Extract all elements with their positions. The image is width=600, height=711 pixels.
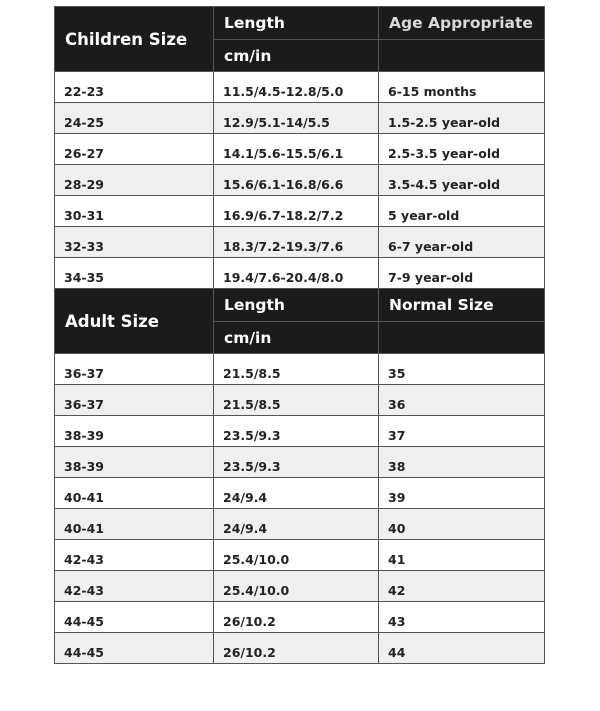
table-row xyxy=(55,72,545,103)
table-row xyxy=(55,354,545,385)
age-cell: 6-15 months xyxy=(379,72,545,103)
table-row xyxy=(55,447,545,478)
table-row xyxy=(55,258,545,289)
size-cell: 34-35 xyxy=(55,258,214,289)
length-cell: 26/10.2 xyxy=(214,602,379,633)
age-cell: 1.5-2.5 year-old xyxy=(379,103,545,134)
children-size-section xyxy=(55,7,545,289)
adult-unit-header: cm/in xyxy=(214,322,379,354)
normal-size-cell: 36 xyxy=(379,385,545,416)
normal-size-cell: 40 xyxy=(379,509,545,540)
adult-size-section xyxy=(55,289,545,664)
table-row xyxy=(55,385,545,416)
size-cell: 42-43 xyxy=(55,540,214,571)
adult-size-header: Adult Size xyxy=(55,289,214,354)
length-cell: 19.4/7.6-20.4/8.0 xyxy=(214,258,379,289)
age-cell: 3.5-4.5 year-old xyxy=(379,165,545,196)
table-row xyxy=(55,478,545,509)
length-cell: 21.5/8.5 xyxy=(214,354,379,385)
length-cell: 23.5/9.3 xyxy=(214,416,379,447)
age-cell: 7-9 year-old xyxy=(379,258,545,289)
table-row xyxy=(55,602,545,633)
length-cell: 15.6/6.1-16.8/6.6 xyxy=(214,165,379,196)
table-row xyxy=(55,134,545,165)
normal-size-cell: 39 xyxy=(379,478,545,509)
length-cell: 23.5/9.3 xyxy=(214,447,379,478)
children-empty-header xyxy=(379,40,545,72)
size-cell: 30-31 xyxy=(55,196,214,227)
normal-size-cell: 38 xyxy=(379,447,545,478)
adult-length-header: Length xyxy=(214,289,379,322)
age-appropriate-header: Age Appropriate xyxy=(379,7,545,40)
normal-size-cell: 44 xyxy=(379,633,545,664)
normal-size-cell: 37 xyxy=(379,416,545,447)
length-cell: 24/9.4 xyxy=(214,509,379,540)
size-cell: 36-37 xyxy=(55,354,214,385)
size-cell: 22-23 xyxy=(55,72,214,103)
children-unit-header: cm/in xyxy=(214,40,379,72)
size-cell: 40-41 xyxy=(55,509,214,540)
length-cell: 26/10.2 xyxy=(214,633,379,664)
length-cell: 12.9/5.1-14/5.5 xyxy=(214,103,379,134)
size-cell: 44-45 xyxy=(55,633,214,664)
normal-size-cell: 41 xyxy=(379,540,545,571)
size-chart xyxy=(54,6,544,664)
table-row xyxy=(55,165,545,196)
normal-size-cell: 42 xyxy=(379,571,545,602)
children-size-header: Children Size xyxy=(55,7,214,72)
children-length-header: Length xyxy=(214,7,379,40)
size-cell: 28-29 xyxy=(55,165,214,196)
normal-size-header: Normal Size xyxy=(379,289,545,322)
size-cell: 38-39 xyxy=(55,447,214,478)
size-table xyxy=(54,6,545,664)
table-row xyxy=(55,227,545,258)
size-cell: 24-25 xyxy=(55,103,214,134)
size-cell: 44-45 xyxy=(55,602,214,633)
size-cell: 36-37 xyxy=(55,385,214,416)
length-cell: 16.9/6.7-18.2/7.2 xyxy=(214,196,379,227)
table-row xyxy=(55,416,545,447)
age-cell: 5 year-old xyxy=(379,196,545,227)
length-cell: 25.4/10.0 xyxy=(214,540,379,571)
normal-size-cell: 35 xyxy=(379,354,545,385)
size-cell: 40-41 xyxy=(55,478,214,509)
adult-empty-header xyxy=(379,322,545,354)
length-cell: 25.4/10.0 xyxy=(214,571,379,602)
length-cell: 14.1/5.6-15.5/6.1 xyxy=(214,134,379,165)
length-cell: 21.5/8.5 xyxy=(214,385,379,416)
size-cell: 32-33 xyxy=(55,227,214,258)
size-cell: 26-27 xyxy=(55,134,214,165)
table-row xyxy=(55,103,545,134)
table-row xyxy=(55,540,545,571)
table-row xyxy=(55,633,545,664)
size-cell: 42-43 xyxy=(55,571,214,602)
age-cell: 6-7 year-old xyxy=(379,227,545,258)
length-cell: 18.3/7.2-19.3/7.6 xyxy=(214,227,379,258)
age-cell: 2.5-3.5 year-old xyxy=(379,134,545,165)
length-cell: 11.5/4.5-12.8/5.0 xyxy=(214,72,379,103)
size-cell: 38-39 xyxy=(55,416,214,447)
normal-size-cell: 43 xyxy=(379,602,545,633)
table-row xyxy=(55,571,545,602)
table-row xyxy=(55,509,545,540)
length-cell: 24/9.4 xyxy=(214,478,379,509)
table-row xyxy=(55,196,545,227)
